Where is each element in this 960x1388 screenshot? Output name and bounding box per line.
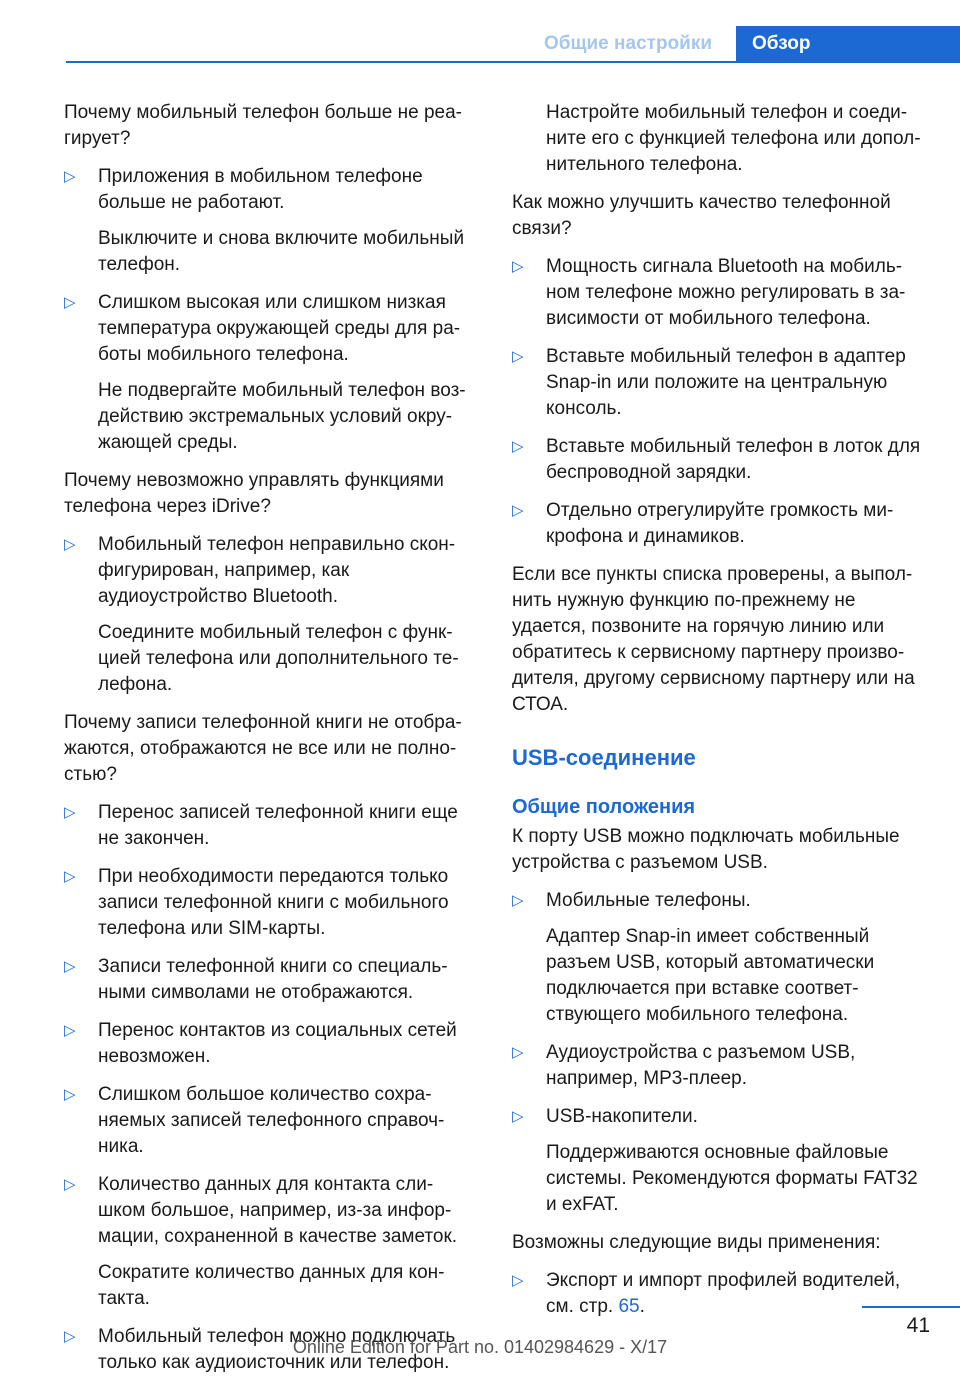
list-item-text: Мобильный телефон можно подключать только как аудиоисточник или телефон.	[98, 1326, 456, 1373]
list-item	[512, 344, 932, 422]
list-item-text: Отдельно отрегулируйте громкость ми-крофона и динамиков.	[546, 500, 894, 547]
list-item	[512, 1040, 932, 1092]
list-item	[512, 498, 932, 550]
list-item-text: Перенос записей телефонной книги еще не закончен.	[98, 802, 458, 849]
list-item-text: Мощность сигнала Bluetooth на мобиль-ном телефоне можно регулировать в за-висимости от мобильного телефона.	[546, 256, 906, 329]
list-item-text: Слишком большое количество сохра-няемых записей телефонного справоч-ника.	[98, 1084, 445, 1157]
continued-solution: Настройте мобильный телефон и соеди-ните его с функцией телефона или допол-нительного телефона.	[546, 102, 921, 175]
list-item-solution: Сократите количество данных для кон-такта.	[98, 1262, 445, 1309]
triangle-right-icon: ▷	[64, 536, 76, 553]
list-item-text: Записи телефонной книги со специаль-ными символами не отображаются.	[98, 956, 448, 1003]
list-item	[64, 954, 476, 1006]
subsection-heading-general: Общие положения	[512, 796, 696, 818]
triangle-right-icon: ▷	[64, 1086, 76, 1103]
triangle-right-icon: ▷	[64, 1022, 76, 1039]
question-heading: Как можно улучшить качество телефонной связи?	[512, 192, 891, 239]
triangle-right-icon: ▷	[64, 168, 76, 185]
header-rule	[66, 61, 960, 63]
tab-general-settings[interactable]: Общие настройки	[520, 26, 736, 61]
list-item-text: При необходимости передаются только записи телефонной книги с мобильного телефона или SIM-карты.	[98, 866, 449, 939]
list-item	[64, 800, 476, 852]
list-item	[512, 1268, 932, 1320]
list-item-text-end: .	[639, 1296, 645, 1317]
list-item-solution: Выключите и снова включите мобильный телефон.	[98, 228, 465, 275]
section-heading-usb: USB-соединение	[512, 745, 696, 770]
list-item	[64, 1018, 476, 1070]
triangle-right-icon: ▷	[512, 502, 524, 519]
advice-paragraph: Если все пункты списка проверены, а выпол-нить нужную функцию по-прежнему не удается, позвоните на горячую линию или обратитесь к сервисному партнеру произво-дителя, другому сервисному партнеру или на СТОА.	[512, 564, 915, 715]
question-heading: Почему записи телефонной книги не отобра-жаются, отображаются не все или не полно-стью?	[64, 712, 462, 785]
footer-edition: Online Edition for Part no. 01402984629 - X/17	[292, 1337, 668, 1357]
triangle-right-icon: ▷	[512, 1272, 524, 1289]
list-item-detail: Адаптер Snap-in имеет собственный разъем USB, который автоматически подключается при вставке соответ-ствующего мобильного телефона.	[546, 926, 875, 1025]
list-item-text: Слишком высокая или слишком низкая температура окружающей среды для ра-боты мобильного телефона.	[98, 292, 461, 365]
list-item-detail: Поддерживаются основные файловые системы. Рекомендуются форматы FAT32 и exFAT.	[546, 1142, 918, 1215]
list-item-text: Вставьте мобильный телефон в адаптер Snap-in или положите на центральную консоль.	[546, 346, 906, 419]
list-item-text: Аудиоустройства с разъемом USB, например, MP3-плеер.	[546, 1042, 856, 1089]
triangle-right-icon: ▷	[512, 1044, 524, 1061]
triangle-right-icon: ▷	[512, 258, 524, 275]
list-item	[512, 434, 932, 486]
question-heading: Почему мобильный телефон больше не реа-гирует?	[64, 102, 462, 149]
question-heading: Почему невозможно управлять функциями телефона через iDrive?	[64, 470, 444, 517]
right-column	[512, 100, 932, 1332]
list-item-solution: Не подвергайте мобильный телефон воз-действию экстремальных условий окру-жающей среды.	[98, 380, 466, 453]
page-link[interactable]: 65	[618, 1296, 640, 1317]
triangle-right-icon: ▷	[512, 438, 524, 455]
triangle-right-icon: ▷	[64, 804, 76, 821]
triangle-right-icon: ▷	[512, 348, 524, 365]
triangle-right-icon: ▷	[512, 892, 524, 909]
list-item	[64, 1082, 476, 1160]
triangle-right-icon: ▷	[64, 1176, 76, 1193]
triangle-right-icon: ▷	[64, 868, 76, 885]
list-item	[64, 290, 476, 456]
list-item-text: Мобильные телефоны.	[546, 890, 751, 911]
triangle-right-icon: ▷	[512, 1108, 524, 1125]
triangle-right-icon: ▷	[64, 1328, 76, 1345]
list-item-text: Вставьте мобильный телефон в лоток для беспроводной зарядки.	[546, 436, 921, 483]
list-item-text: Количество данных для контакта сли-шком большое, например, из-за инфор-мации, сохраненной в качестве заметок.	[98, 1174, 458, 1247]
triangle-right-icon: ▷	[64, 958, 76, 975]
list-item-text: Перенос контактов из социальных сетей невозможен.	[98, 1020, 457, 1067]
list-item	[512, 1104, 932, 1218]
list-item-text: Мобильный телефон неправильно скон-фигурирован, например, как аудиоустройство Bluetooth.	[98, 534, 456, 607]
list-item	[64, 164, 476, 278]
list-item	[64, 1172, 476, 1312]
left-column	[64, 100, 476, 1388]
list-item-text	[546, 1268, 932, 1320]
page-number: 41	[906, 1314, 930, 1337]
list-item-text: Приложения в мобильном телефоне больше не работают.	[98, 166, 423, 213]
footer-rule	[862, 1306, 960, 1308]
list-item	[512, 888, 932, 1028]
list-item	[64, 864, 476, 942]
triangle-right-icon: ▷	[64, 294, 76, 311]
uses-heading: Возможны следующие виды применения:	[512, 1232, 881, 1253]
list-item-solution: Соедините мобильный телефон с функ-цией телефона или дополнительного те-лефона.	[98, 622, 459, 695]
list-item-text-start: Экспорт и импорт профилей водителей, см. стр.	[546, 1270, 901, 1317]
usb-intro: К порту USB можно подключать мобильные устройства с разъемом USB.	[512, 826, 900, 873]
list-item-text: USB-накопители.	[546, 1106, 698, 1127]
tab-overview[interactable]: Обзор	[736, 26, 960, 61]
list-item	[64, 532, 476, 698]
list-item	[512, 254, 932, 332]
